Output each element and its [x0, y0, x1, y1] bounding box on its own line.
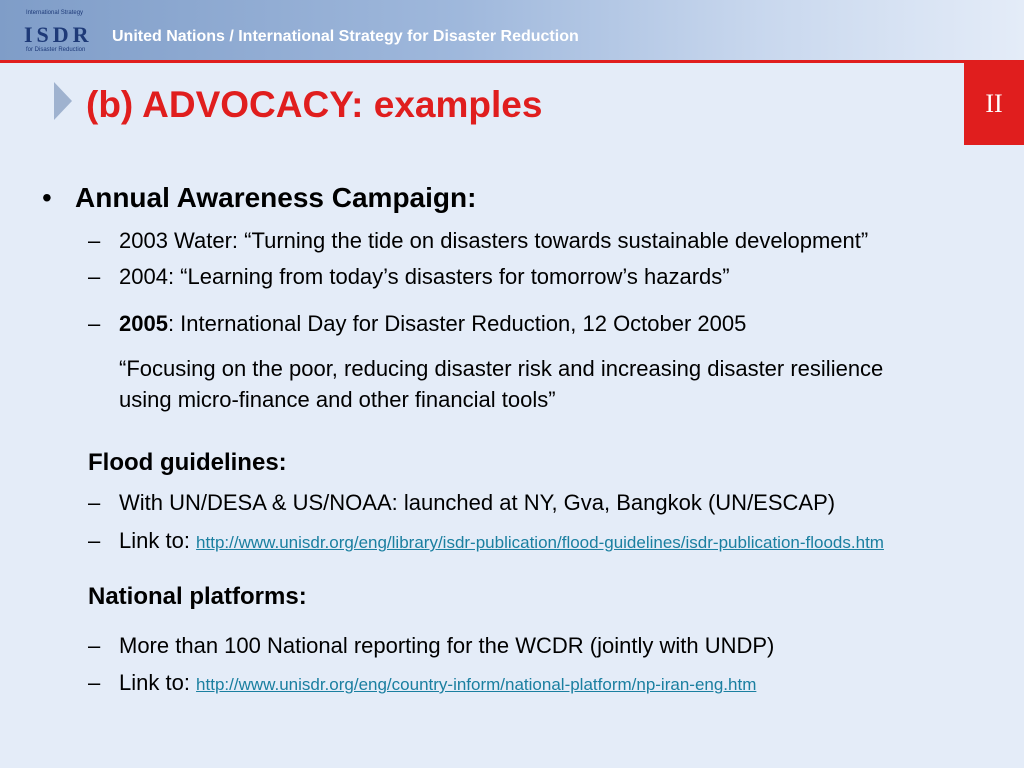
- dash-marker: –: [88, 670, 101, 695]
- flood-heading: Flood guidelines:: [88, 449, 287, 476]
- dash-marker: –: [88, 228, 101, 253]
- arrow-right-icon: [52, 80, 74, 127]
- platforms-heading: National platforms:: [88, 583, 307, 610]
- platforms-item: More than 100 National reporting for the WCDR (jointly with UNDP): [119, 633, 775, 658]
- isdr-logo: [22, 10, 104, 56]
- flood-link-label: Link to:: [119, 528, 197, 553]
- dash-marker: –: [88, 633, 101, 658]
- flood-item: With UN/DESA & US/NOAA: launched at NY, Gva, Bangkok (UN/ESCAP): [119, 490, 836, 515]
- organization-name: United Nations / International Strategy for Disaster Reduction: [112, 28, 579, 45]
- header-divider: [0, 60, 1024, 63]
- logo-text-line2: for Disaster Reduction: [26, 47, 86, 53]
- platforms-link-label: Link to:: [119, 670, 197, 695]
- header-bar: [0, 0, 1024, 60]
- campaign-item-2005: [119, 311, 746, 337]
- campaign-quote-line1: “Focusing on the poor, reducing disaster risk and increasing disaster resilience: [119, 356, 884, 381]
- logo-letters: ISDR: [24, 22, 93, 47]
- campaign-item-2005-text: : International Day for Disaster Reduction, 12 October 2005: [167, 311, 747, 336]
- platforms-link-row: [119, 670, 756, 696]
- campaign-item-2003: 2003 Water: “Turning the tide on disasters towards sustainable development”: [119, 228, 869, 253]
- dash-marker: –: [88, 311, 101, 336]
- campaign-quote-line2: using micro-finance and other financial tools”: [119, 387, 556, 412]
- slide-title: (b) ADVOCACY: examples: [86, 84, 543, 125]
- campaign-heading: Annual Awareness Campaign:: [75, 182, 477, 213]
- dash-marker: –: [88, 528, 101, 553]
- national-platform-link[interactable]: http://www.unisdr.org/eng/country-inform/national-platform/np-iran-eng.htm: [196, 675, 757, 694]
- bullet-marker: •: [42, 182, 52, 213]
- year-2005: 2005: [119, 311, 168, 336]
- flood-guidelines-link[interactable]: http://www.unisdr.org/eng/library/isdr-publication/flood-guidelines/isdr-publication-floods.htm: [196, 533, 884, 552]
- logo-text-line1: International Strategy: [26, 10, 84, 16]
- section-number-badge: II: [964, 63, 1024, 145]
- flood-link-row: [119, 528, 884, 554]
- dash-marker: –: [88, 490, 101, 515]
- dash-marker: –: [88, 264, 101, 289]
- campaign-item-2004: 2004: “Learning from today’s disasters for tomorrow’s hazards”: [119, 264, 730, 289]
